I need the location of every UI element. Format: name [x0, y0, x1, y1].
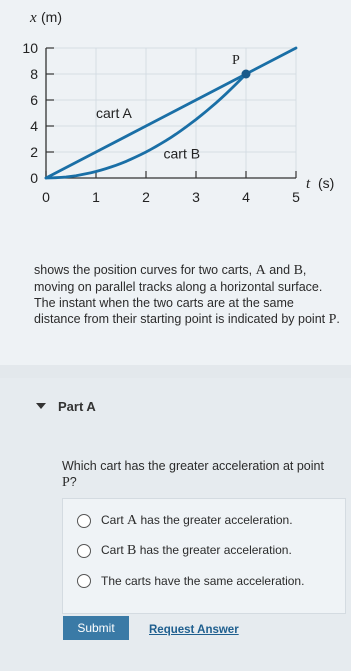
option-same[interactable] — [77, 571, 304, 591]
x-tick-label: 4 — [242, 189, 250, 205]
part-a-toggle[interactable] — [36, 396, 156, 416]
option-post: has the greater acceleration. — [137, 513, 293, 527]
question-point: P — [62, 475, 70, 490]
desc-cart-a: A — [255, 263, 266, 278]
y-tick-label: 4 — [30, 118, 38, 134]
question-text — [62, 458, 342, 491]
cart-b-label: cart B — [163, 145, 201, 162]
x-tick-label: 1 — [92, 189, 100, 205]
x-tick-label: 2 — [142, 189, 150, 205]
request-answer-link[interactable]: Request Answer — [149, 624, 239, 636]
question-end: ? — [69, 475, 77, 489]
y-tick-label: 2 — [30, 144, 38, 160]
x-tick-label: 0 — [42, 189, 50, 205]
y-tick-label: 8 — [30, 66, 38, 82]
option-sym: A — [127, 513, 138, 528]
option-pre: Cart — [101, 543, 128, 557]
point-p-label: P — [232, 53, 240, 68]
cart-a-label: cart A — [96, 105, 132, 122]
x-tick-label: 5 — [292, 189, 300, 205]
option-label — [101, 543, 292, 559]
submit-button[interactable]: Submit — [63, 616, 129, 640]
position-time-chart — [0, 0, 351, 238]
collapse-triangle-icon[interactable] — [36, 403, 46, 409]
desc-text-1: shows the position curves for two carts, — [34, 263, 256, 277]
option-pre: Cart — [101, 513, 128, 527]
radio-button[interactable] — [77, 514, 91, 528]
option-cart-b[interactable] — [77, 541, 292, 561]
x-tick-label: 3 — [192, 189, 200, 205]
desc-text-4: . — [336, 312, 340, 326]
desc-point: P — [328, 312, 337, 327]
y-tick-label: 0 — [30, 170, 38, 186]
radio-button[interactable] — [77, 574, 91, 588]
option-label: The carts have the same acceleration. — [101, 574, 305, 588]
y-tick-label: 10 — [22, 40, 38, 56]
problem-description — [34, 262, 340, 328]
point-p-marker — [242, 70, 251, 79]
option-sym: B — [127, 543, 137, 558]
option-label — [101, 513, 293, 529]
x-axis-label-unit: (s) — [318, 175, 335, 191]
desc-cart-b: B — [293, 263, 303, 278]
question-start: Which cart has the greater acceleration at point — [62, 459, 324, 473]
answer-options — [62, 498, 346, 614]
part-a-label: Part A — [58, 398, 96, 414]
y-tick-label: 6 — [30, 92, 38, 108]
y-axis-label-var: x — [30, 10, 37, 26]
desc-text-2: and — [265, 263, 294, 277]
radio-button[interactable] — [77, 544, 91, 558]
desc-text-3: , moving on parallel tracks along a horizontal surface. The instant when the two carts are at the same distance from their starting point is indicated by point — [34, 263, 329, 326]
position-graph — [0, 0, 351, 238]
y-axis-label-unit: (m) — [41, 9, 62, 25]
option-post: has the greater acceleration. — [136, 543, 292, 557]
x-axis-label-var: t — [306, 176, 311, 192]
option-cart-a[interactable] — [77, 511, 293, 531]
